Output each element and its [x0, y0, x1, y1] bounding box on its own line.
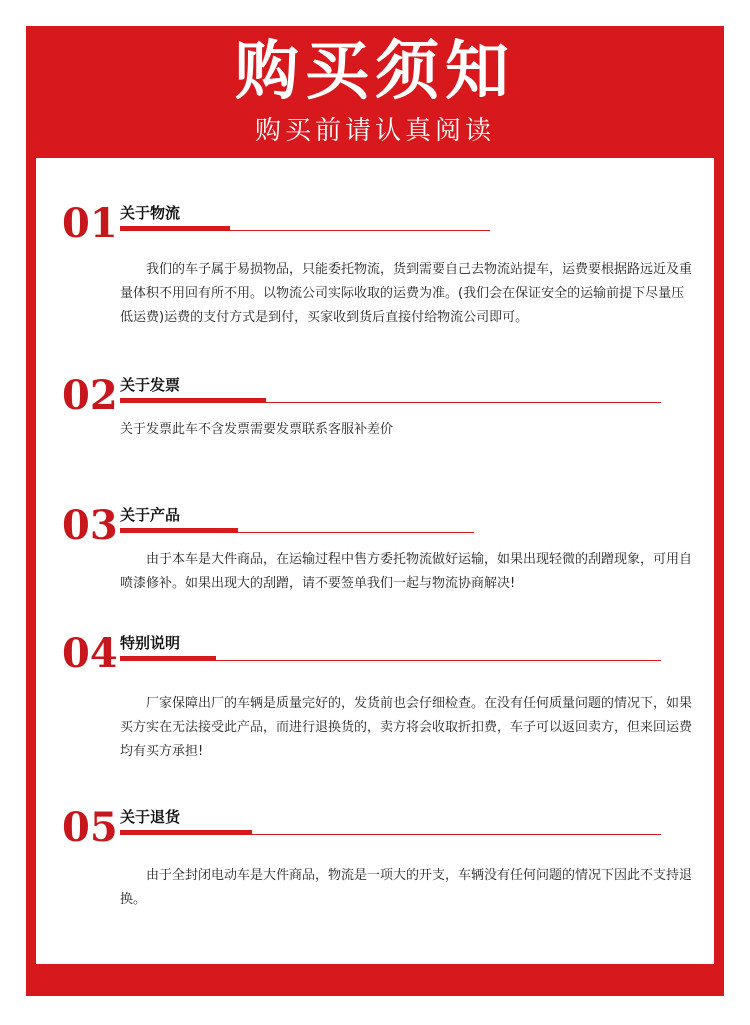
- section-number: 01: [62, 200, 118, 247]
- section-body: 由于本车是大件商品，在运输过程中售方委托物流做好运输，如果出现轻微的刮蹭现象，可用自喷漆修补。如果出现大的刮蹭，请不要签单我们一起与物流协商解决!: [120, 552, 693, 591]
- section-body: 关于发票此车不含发票需要发票联系客服补差价: [120, 422, 394, 437]
- section-accent-bar: [120, 830, 252, 835]
- section-heading: 关于产品: [120, 506, 181, 524]
- section-accent-bar: [120, 656, 216, 661]
- section-body: 厂家保障出厂的车辆是质量完好的，发货前也会仔细检查。在没有任何质量问题的情况下，如果买方实在无法接受此产品，而进行退换货的，卖方将会收取折扣费，车子可以返回卖方，但来回运费均有买方承担!: [120, 696, 693, 759]
- content-panel: [36, 158, 714, 964]
- section-heading: 关于物流: [120, 204, 181, 222]
- section-number: 02: [62, 372, 118, 419]
- page-subtitle: 购买前请认真阅读: [254, 116, 495, 146]
- section-accent-bar: [120, 528, 238, 533]
- section-body: 我们的车子属于易损物品，只能委托物流，货到需要自己去物流站提车，运费要根据路远近及重量体积不用回有所不用。以物流公司实际收取的运费为准。(我们会在保证安全的运输前提下尽量压低运费)运费的支付方式是到付，买家收到货后直接付给物流公司即可。: [120, 262, 693, 325]
- section-accent-bar: [120, 398, 266, 403]
- section-number: 05: [62, 804, 118, 851]
- section-number: 04: [62, 630, 118, 677]
- section-heading: 关于退货: [120, 808, 181, 826]
- section-heading: 关于发票: [120, 376, 181, 394]
- section-accent-bar: [120, 226, 230, 231]
- section-number: 03: [62, 502, 118, 549]
- section-heading: 特别说明: [120, 634, 181, 652]
- section-body: 由于全封闭电动车是大件商品，物流是一项大的开支，车辆没有任何问题的情况下因此不支持退换。: [120, 868, 693, 907]
- page-title: 购买须知: [235, 35, 515, 109]
